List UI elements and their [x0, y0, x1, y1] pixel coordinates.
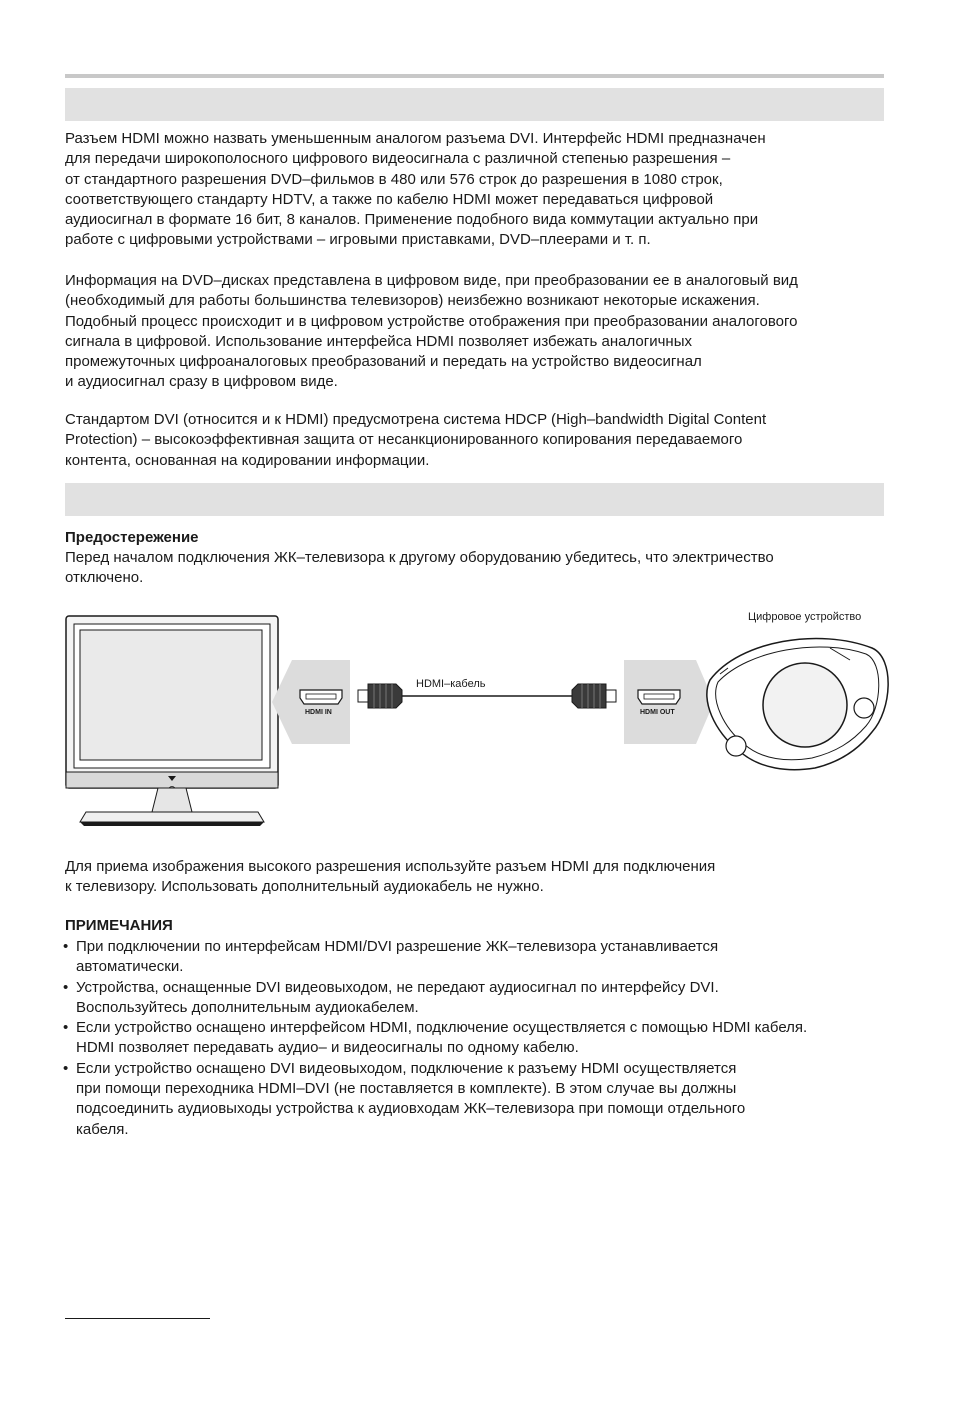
caution-text: Перед началом подключения ЖК–телевизора к другому оборудованию убедитесь, что электричество отключено. [65, 549, 774, 587]
section-header-band-2 [65, 483, 884, 516]
footnote-rule [65, 1318, 210, 1319]
hdmi-in-label: HDMI IN [305, 709, 332, 716]
note-item: • Если устройство оснащено DVI видеовыходом, подключение к разъему HDMI осуществляется при помощи переходника HDMI–DVI (не поставляется в комплекте). В этом случае вы должны подсоединить аудиовыходы устройства к аудиовходам ЖК–телевизора при помощи отдельного кабеля. [63, 1059, 903, 1140]
tv-illustration [66, 616, 278, 826]
note-item: • Если устройство оснащено интерфейсом HDMI, подключение осуществляется с помощью HDMI кабеля. HDMI позволяет передавать аудио– и видеосигналы по одному кабелю. [63, 1018, 903, 1059]
hdmi-out-port-callout [624, 660, 714, 744]
note-item: • Устройства, оснащенные DVI видеовыходом, не передают аудиосигнал по интерфейсу DVI. Воспользуйтесь дополнительным аудиокабелем. [63, 978, 903, 1019]
note-item: • При подключении по интерфейсам HDMI/DVI разрешение ЖК–телевизора устанавливается автоматически. [63, 937, 903, 978]
hdmi-cable [358, 684, 616, 708]
digital-device-illustration [707, 638, 888, 769]
notes-list [63, 937, 903, 1140]
hookup-instruction: Для приема изображения высокого разрешения используйте разъем HDMI для подключения к телевизору. Использовать дополнительный аудиокабель не нужно. [65, 858, 716, 896]
hdmi-in-port-callout [272, 660, 350, 744]
intro-paragraph-1: Разъем HDMI можно назвать уменьшенным аналогом разъема DVI. Интерфейс HDMI предназначен для передачи широкополосного цифрового видеосигнала с различной степенью разрешения – от стандартного разрешения DVD–фильмов в 480 или 576 строк до разрешения в 1080 строк, соответствующего стандарту HDTV, а также по кабелю HDMI может передаваться цифровой аудиосигнал в формате 16 бит, 8 каналов. Применение подобного вида коммутации актуально при работе с цифровыми устройствами – игровыми приставками, DVD–плеерами и т. п. [65, 130, 766, 249]
hdmi-cable-label: HDMI–кабель [416, 678, 486, 690]
caution-title: Предостережение [65, 529, 199, 546]
intro-paragraph-3: Стандартом DVI (относится и к HDMI) предусмотрена система HDCP (High–bandwidth Digital Content Protection) – высокоэффективная защита от несанкционированного копирования передаваемого контента, основанная на кодировании информации. [65, 411, 767, 469]
digital-device-label: Цифровое устройство [748, 611, 862, 623]
notes-title: ПРИМЕЧАНИЯ [65, 917, 173, 934]
top-rule [65, 74, 884, 78]
connection-diagram [60, 600, 890, 840]
intro-paragraph-2: Информация на DVD–дисках представлена в цифровом виде, при преобразовании ее в аналоговый вид (необходимый для работы большинства телевизоров) неизбежно возникают некоторые искажения. Подобный процесс происходит и в цифровом устройстве отображения при преобразовании аналогового сигнала в цифровой. Использование интерфейса HDMI позволяет избежать аналогичных промежуточных цифроаналоговых преобразований и передать на устройство видеосигнал и аудиосигнал сразу в цифровом виде. [65, 272, 798, 391]
hdmi-out-label: HDMI OUT [640, 709, 675, 716]
section-header-band-1 [65, 88, 884, 121]
